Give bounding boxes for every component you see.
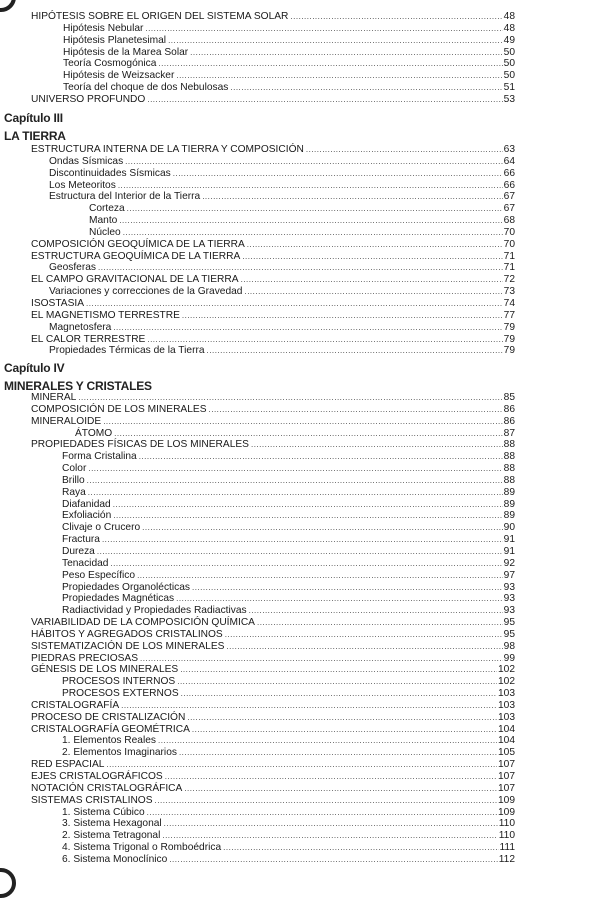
dot-leader (187, 712, 497, 724)
toc-entry[interactable] (0, 617, 600, 629)
dot-leader (147, 94, 502, 106)
dot-leader (88, 487, 503, 499)
toc-entry-page: 53 (503, 93, 515, 105)
toc-entry-page: 89 (503, 510, 515, 522)
toc-entry-page: 107 (498, 771, 515, 782)
toc-entry-page: 48 (503, 11, 515, 22)
dot-leader (207, 345, 503, 357)
dot-leader (168, 35, 503, 47)
toc-entry-page: 90 (503, 522, 515, 534)
dot-leader (192, 724, 497, 736)
toc-entry-title: HIPÓTESIS SOBRE EL ORIGEN DEL SISTEMA SOLAR (31, 11, 289, 22)
toc-entry-page: 51 (503, 82, 515, 94)
toc-entry-title: MINERAL (31, 392, 77, 403)
toc-entry-title: CRISTALOGRAFÍA (31, 699, 120, 711)
dot-leader (110, 558, 502, 570)
toc-entry-title: Teoría Cosmogónica (63, 58, 157, 70)
toc-entry[interactable] (0, 771, 600, 783)
toc-entry[interactable] (0, 499, 600, 511)
toc-entry-title: 4. Sistema Trigonal o Romboédrica (62, 842, 222, 854)
dot-leader (88, 463, 502, 475)
toc-entry-title: UNIVERSO PROFUNDO (31, 93, 146, 105)
dot-leader (113, 322, 502, 334)
toc-entry[interactable] (0, 35, 600, 47)
section-continued (0, 11, 600, 106)
toc-entry-title: NOTACIÓN CRISTALOGRÁFICA (31, 782, 183, 794)
toc-entry-title: Tenacidad (62, 557, 109, 569)
toc-entry-page: 98 (503, 640, 515, 652)
toc-entry-title: Forma Cristalina (62, 451, 137, 463)
dot-leader (192, 582, 503, 594)
toc-entry-title: ISOSTASIA (31, 297, 85, 309)
toc-entries (0, 11, 600, 106)
toc-entry-title: Ondas Sísmicas (49, 155, 124, 167)
toc-entry-page: 91 (503, 545, 515, 557)
toc-entry-page: 71 (503, 250, 515, 262)
toc-entry[interactable] (0, 439, 600, 451)
toc-entry-title: SISTEMAS CRISTALINOS (31, 794, 153, 806)
toc-entry[interactable] (0, 463, 600, 475)
toc-entry-title: 2. Sistema Tetragonal (62, 830, 161, 842)
dot-leader (114, 428, 502, 440)
toc-entry-page: 66 (503, 167, 515, 179)
toc-entry[interactable] (0, 428, 600, 440)
dot-leader (147, 807, 497, 819)
chapter-label: Capítulo III (4, 111, 63, 125)
toc-entry[interactable] (0, 416, 600, 428)
dot-leader (155, 795, 497, 807)
toc-entry[interactable] (0, 724, 600, 736)
toc-entry-page: 93 (503, 593, 515, 605)
toc-entry[interactable] (0, 712, 600, 724)
dot-leader (226, 641, 502, 653)
toc-entry[interactable] (0, 262, 600, 274)
dot-leader (145, 23, 502, 35)
toc-entry[interactable] (0, 807, 600, 819)
dot-leader (182, 310, 503, 322)
toc-entry[interactable] (0, 58, 600, 70)
toc-entry-page: 92 (503, 557, 515, 569)
dot-leader (241, 274, 503, 286)
dot-leader (87, 475, 503, 487)
toc-entry[interactable] (0, 842, 600, 854)
toc-entry-page: 49 (503, 34, 515, 46)
toc-entry-title: EL CALOR TERRESTRE (31, 333, 146, 345)
dot-leader (244, 286, 502, 298)
toc-entry-page: 50 (503, 58, 515, 70)
toc-entry[interactable] (0, 334, 600, 346)
dot-leader (140, 653, 503, 665)
toc-entry-title: PROCESOS INTERNOS (62, 676, 176, 688)
toc-entry-title: Corteza (89, 203, 125, 215)
dot-leader (106, 759, 497, 771)
dot-leader (121, 700, 497, 712)
toc-entry-page: 50 (503, 46, 515, 58)
toc-entry[interactable] (0, 629, 600, 641)
toc-entry[interactable] (0, 227, 600, 239)
dot-leader (158, 58, 502, 70)
toc-entry-page: 105 (498, 747, 515, 759)
toc-entry[interactable] (0, 830, 600, 842)
toc-entry[interactable] (0, 156, 600, 168)
toc-entry-page: 50 (503, 70, 515, 82)
toc-entry[interactable] (0, 203, 600, 215)
dot-leader (230, 82, 502, 94)
toc-entry-title: GÉNESIS DE LOS MINERALES (31, 664, 179, 676)
toc-entry[interactable] (0, 274, 600, 286)
dot-leader (169, 854, 497, 866)
toc-entry-page: 63 (503, 144, 515, 155)
toc-entry[interactable] (0, 510, 600, 522)
toc-entry-page: 102 (498, 676, 515, 688)
toc-entry[interactable] (0, 664, 600, 676)
toc-entry-page: 48 (503, 22, 515, 34)
toc-entry[interactable] (0, 239, 600, 251)
toc-entry-page: 77 (503, 309, 515, 321)
toc-entry-page: 91 (503, 534, 515, 546)
toc-entry-title: PROPIEDADES FÍSICAS DE LOS MINERALES (31, 439, 249, 451)
toc-entry-page: 102 (498, 664, 515, 676)
toc-entry-page: 86 (503, 403, 515, 415)
toc-entry-title: PIEDRAS PRECIOSAS (31, 652, 138, 664)
toc-entry[interactable] (0, 11, 600, 23)
dot-leader (180, 664, 497, 676)
toc-entry-title: 2. Elementos Imaginarios (62, 747, 177, 759)
chapter-title: MINERALES Y CRISTALES (4, 379, 152, 393)
toc-entry[interactable] (0, 451, 600, 463)
toc-entry[interactable] (0, 534, 600, 546)
dot-leader (97, 546, 503, 558)
dot-leader (165, 771, 497, 783)
toc-entry-title: Fractura (62, 534, 100, 546)
toc-entry[interactable] (0, 82, 600, 94)
dot-leader (202, 191, 502, 203)
toc-entry[interactable] (0, 570, 600, 582)
dot-leader (162, 830, 497, 842)
toc-entry[interactable] (0, 522, 600, 534)
toc-entry-title: Color (62, 463, 87, 475)
dot-leader (306, 144, 503, 156)
toc-entry-page: 104 (498, 723, 515, 735)
toc-entry[interactable] (0, 286, 600, 298)
toc-entry-page: 111 (499, 842, 515, 854)
book-logo-bottom (0, 868, 16, 898)
toc-entry-page: 85 (503, 392, 515, 403)
dot-leader (119, 215, 502, 227)
toc-entry-title: COMPOSICIÓN GEOQUÍMICA DE LA TIERRA (31, 238, 245, 250)
toc-entry-title: Variaciones y correcciones de la Gravedad (49, 286, 243, 298)
toc-entry-page: 110 (498, 818, 515, 830)
toc-entry-page: 79 (503, 345, 515, 357)
toc-entry[interactable] (0, 605, 600, 617)
dot-leader (223, 842, 498, 854)
toc-entry-page: 97 (503, 569, 515, 581)
toc-entry-title: VARIABILIDAD DE LA COMPOSICIÓN QUÍMICA (31, 617, 255, 629)
dot-leader (179, 747, 497, 759)
toc-entry[interactable] (0, 487, 600, 499)
dot-leader (176, 70, 502, 82)
toc-entry-page: 107 (498, 782, 515, 794)
toc-entries (0, 392, 600, 866)
toc-entry[interactable] (0, 475, 600, 487)
toc-entry-page: 67 (503, 191, 515, 203)
toc-entry-title: ESTRUCTURA INTERNA DE LA TIERRA Y COMPOSICIÓN (31, 144, 304, 155)
toc-entry-title: Discontinuidades Sísmicas (49, 167, 171, 179)
toc-entry-page: 68 (503, 215, 515, 227)
dot-leader (209, 404, 503, 416)
dot-leader (123, 227, 503, 239)
toc-entry-page: 70 (503, 226, 515, 238)
dot-leader (225, 629, 503, 641)
toc-entry-title: Peso Específico (62, 569, 136, 581)
toc-entry-title: 1. Sistema Cúbico (62, 806, 145, 818)
toc-entry-page: 67 (503, 203, 515, 215)
toc-entry[interactable] (0, 688, 600, 700)
dot-leader (176, 593, 503, 605)
toc-entry-title: EL CAMPO GRAVITACIONAL DE LA TIERRA (31, 274, 239, 286)
toc-entry-page: 79 (503, 333, 515, 345)
dot-leader (184, 783, 497, 795)
toc-entry-title: HÁBITOS Y AGREGADOS CRISTALINOS (31, 628, 223, 640)
section-chapter-3 (0, 144, 600, 357)
toc-entry-page: 88 (503, 451, 515, 463)
toc-entry[interactable] (0, 23, 600, 35)
section-chapter-4 (0, 392, 600, 866)
chapter-label: Capítulo IV (4, 361, 65, 375)
toc-entry-page: 109 (498, 794, 515, 806)
toc-entry-page: 103 (498, 699, 515, 711)
toc-entry[interactable] (0, 546, 600, 558)
toc-entry[interactable] (0, 404, 600, 416)
toc-entry-title: ÁTOMO (75, 427, 113, 439)
toc-entry[interactable] (0, 298, 600, 310)
toc-entry[interactable] (0, 818, 600, 830)
toc-entry-title: EJES CRISTALOGRÁFICOS (31, 771, 163, 782)
toc-entry-title: 3. Sistema Hexagonal (62, 818, 162, 830)
toc-entry-title: Hipótesis Planetesimal (63, 34, 167, 46)
dot-leader (125, 156, 502, 168)
toc-entry-title: SISTEMATIZACIÓN DE LOS MINERALES (31, 640, 225, 652)
toc-entry-title: CRISTALOGRAFÍA GEOMÉTRICA (31, 723, 190, 735)
toc-entry-title: Dureza (62, 545, 95, 557)
toc-entry-page: 103 (498, 688, 515, 700)
toc-entry-page: 89 (503, 498, 515, 510)
dot-leader (147, 334, 502, 346)
dot-leader (181, 688, 497, 700)
toc-entry[interactable] (0, 735, 600, 747)
dot-leader (78, 392, 502, 404)
toc-entry-title: COMPOSICIÓN DE LOS MINERALES (31, 403, 207, 415)
toc-entry-title: Teoría del choque de dos Nebulosas (63, 82, 229, 94)
toc-entries (0, 144, 600, 357)
toc-entry-title: Los Meteoritos (49, 179, 116, 191)
dot-leader (118, 180, 503, 192)
toc-entry-title: Magnetosfera (49, 321, 112, 333)
dot-leader (251, 439, 503, 451)
toc-entry[interactable] (0, 593, 600, 605)
chapter-title: LA TIERRA (4, 129, 66, 143)
dot-leader (190, 47, 503, 59)
toc-entry-title: Geosferas (49, 262, 96, 274)
toc-entry-page: 74 (503, 297, 515, 309)
toc-entry-page: 66 (503, 179, 515, 191)
dot-leader (158, 735, 497, 747)
dot-leader (86, 298, 503, 310)
toc-entry[interactable] (0, 180, 600, 192)
toc-entry-page: 93 (503, 605, 515, 617)
toc-entry-page: 70 (503, 238, 515, 250)
toc-entry-page: 99 (503, 652, 515, 664)
dot-leader (177, 676, 497, 688)
toc-entry[interactable] (0, 795, 600, 807)
toc-entry-page: 79 (503, 321, 515, 333)
toc-entry[interactable] (0, 94, 600, 106)
toc-entry-page: 107 (498, 759, 515, 771)
toc-entry-title: ESTRUCTURA GEOQUÍMICA DE LA TIERRA (31, 250, 241, 262)
dot-leader (139, 451, 503, 463)
toc-entry[interactable] (0, 47, 600, 59)
toc-entry[interactable] (0, 168, 600, 180)
toc-entry-page: 93 (503, 581, 515, 593)
toc-entry[interactable] (0, 322, 600, 334)
toc-entry-title: Propiedades Térmicas de la Tierra (49, 345, 205, 357)
toc-entry-page: 112 (498, 853, 515, 865)
toc-entry[interactable] (0, 783, 600, 795)
toc-entry[interactable] (0, 653, 600, 665)
toc-entry[interactable] (0, 251, 600, 263)
toc-entry[interactable] (0, 215, 600, 227)
toc-entry[interactable] (0, 747, 600, 759)
toc-entry[interactable] (0, 310, 600, 322)
toc-entry-page: 88 (503, 463, 515, 475)
toc-entry-title: Diafanidad (62, 498, 111, 510)
toc-entry-page: 103 (498, 711, 515, 723)
dot-leader (113, 510, 502, 522)
toc-entry-title: Exfoliación (62, 510, 112, 522)
toc-entry-title: Núcleo (89, 226, 121, 238)
dot-leader (103, 416, 502, 428)
toc-entry[interactable] (0, 676, 600, 688)
toc-entry-page: 88 (503, 474, 515, 486)
dot-leader (242, 251, 502, 263)
toc-entry[interactable] (0, 345, 600, 357)
toc-entry-page: 95 (503, 628, 515, 640)
toc-entry-title: PROCESOS EXTERNOS (62, 688, 179, 700)
toc-entry-title: Hipótesis de la Marea Solar (63, 46, 189, 58)
toc-entry[interactable] (0, 392, 600, 404)
toc-entry-title: Manto (89, 215, 118, 227)
toc-entry-page: 104 (498, 735, 515, 747)
toc-entry[interactable] (0, 144, 600, 156)
toc-entry-title: Propiedades Organolécticas (62, 581, 190, 593)
toc-entry-title: Radiactividad y Propiedades Radiactivas (62, 605, 247, 617)
toc-entry[interactable] (0, 641, 600, 653)
toc-entry-page: 88 (503, 439, 515, 451)
dot-leader (113, 499, 503, 511)
dot-leader (249, 605, 503, 617)
dot-leader (290, 11, 502, 23)
toc-entry[interactable] (0, 191, 600, 203)
dot-leader (247, 239, 503, 251)
toc-entry-title: Hipótesis Nebular (63, 22, 144, 34)
toc-entry-title: PROCESO DE CRISTALIZACIÓN (31, 711, 186, 723)
toc-entry-page: 73 (503, 286, 515, 298)
dot-leader (173, 168, 503, 180)
toc-entry-page: 71 (503, 262, 515, 274)
toc-entry-title: Clivaje o Crucero (62, 522, 141, 534)
toc-entry-title: RED ESPACIAL (31, 759, 105, 771)
dot-leader (142, 522, 503, 534)
toc-entry-title: EL MAGNETISMO TERRESTRE (31, 309, 180, 321)
toc-entry-page: 64 (503, 155, 515, 167)
toc-entry[interactable] (0, 854, 600, 866)
toc-entry-title: 1. Elementos Reales (62, 735, 157, 747)
dot-leader (127, 203, 503, 215)
dot-leader (137, 570, 503, 582)
dot-leader (98, 262, 503, 274)
toc-entry-page: 95 (503, 617, 515, 629)
toc-entry[interactable] (0, 759, 600, 771)
dot-leader (102, 534, 503, 546)
toc-entry-title: MINERALOIDE (31, 415, 102, 427)
toc-entry-title: Estructura del Interior de la Tierra (49, 191, 201, 203)
toc-entry[interactable] (0, 582, 600, 594)
toc-entry-title: Hipótesis de Weizsacker (63, 70, 175, 82)
toc-entry-page: 89 (503, 486, 515, 498)
toc-entry-page: 87 (503, 427, 515, 439)
toc-entry[interactable] (0, 558, 600, 570)
toc-entry-title: Raya (62, 486, 86, 498)
toc-entry-page: 110 (498, 830, 515, 842)
toc-entry-page: 109 (498, 806, 515, 818)
toc-entry-page: 86 (503, 415, 515, 427)
toc-entry[interactable] (0, 700, 600, 712)
toc-entry[interactable] (0, 70, 600, 82)
toc-entry-title: Brillo (62, 474, 85, 486)
dot-leader (164, 818, 498, 830)
dot-leader (257, 617, 503, 629)
toc-entry-title: Propiedades Magnéticas (62, 593, 175, 605)
toc-entry-title: 6. Sistema Monoclínico (62, 853, 168, 865)
toc-entry-page: 72 (503, 274, 515, 286)
